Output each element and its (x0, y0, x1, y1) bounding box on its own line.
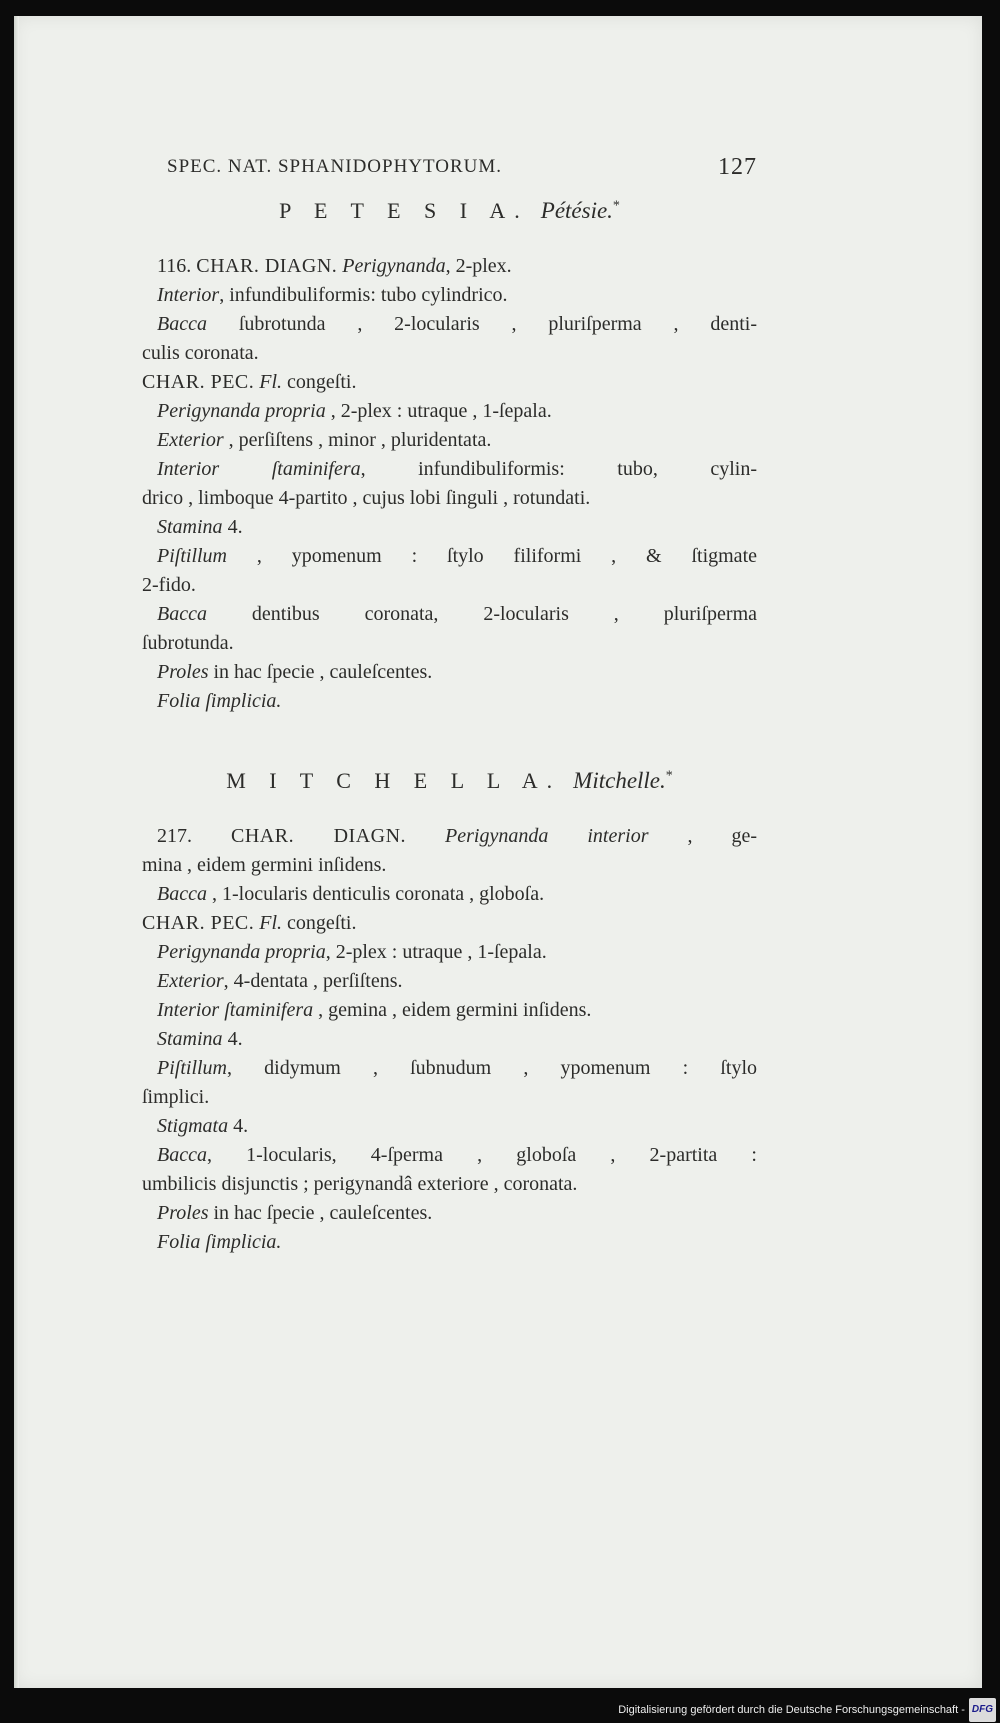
text-line (142, 571, 757, 600)
text-line (142, 996, 757, 1025)
text-run: congeſti. (282, 371, 357, 393)
text-line (142, 455, 757, 484)
text-line (142, 484, 757, 513)
text-run: Interior ſtaminifera (157, 458, 361, 480)
text-run: , didymum , ſubnudum , ypomenum : ſtylo (227, 1057, 757, 1079)
digitization-footer (618, 1699, 996, 1721)
text-line (142, 426, 757, 455)
text-line (142, 938, 757, 967)
text-run: , 2-plex : utraque , 1-ſepala. (325, 941, 547, 963)
text-run: Piſtillum (157, 1057, 227, 1079)
text-run: congeſti. (282, 912, 357, 934)
text-run: drico , limboque 4-partito , cujus lobi ſinguli , rotundati. (142, 487, 591, 509)
text-run: , 2-plex. (445, 255, 512, 277)
genus-heading-mitchella (142, 768, 757, 794)
text-run: Stamina (157, 1028, 223, 1050)
text-line (142, 658, 757, 687)
text-run: , 2-plex : utraque , 1-ſepala. (325, 400, 552, 422)
text-run: in hac ſpecie , cauleſcentes. (208, 1202, 433, 1224)
text-line (142, 339, 757, 368)
text-line (142, 600, 757, 629)
text-line (142, 281, 757, 310)
text-run: Perigynanda propria (157, 941, 326, 963)
text-run: culis coronata. (142, 342, 259, 364)
text-run: Interior ſtaminifera (157, 999, 314, 1021)
text-run: Proles (157, 1202, 209, 1224)
mitchella-description (142, 822, 757, 1257)
text-line (142, 513, 757, 542)
text-line (142, 1112, 757, 1141)
text-line (142, 1141, 757, 1170)
text-run: Perigynanda (342, 255, 446, 277)
text-run: , 1-locularis, 4-ſperma , globoſa , 2-partita : (206, 1144, 757, 1166)
text-run: , infundibuliformis: tubo, cylin- (360, 458, 757, 480)
page-edge (14, 16, 19, 1688)
text-line (142, 851, 757, 880)
running-head (142, 146, 757, 186)
text-run: , ge- (648, 825, 758, 847)
text-run: Folia ſimplicia. (157, 1231, 282, 1253)
text-run: Folia ſimplicia. (157, 690, 282, 712)
text-run: Exterior (157, 429, 224, 451)
text-run: 217. (157, 825, 232, 847)
text-run: 4. (222, 1028, 243, 1050)
text-line (142, 1054, 757, 1083)
text-line (142, 252, 757, 281)
genus-heading-petesia (142, 198, 757, 224)
text-line (142, 368, 757, 397)
text-run: Perigynanda propria (157, 400, 326, 422)
text-run: ſubrotunda , 2-locularis , pluriſperma , denti- (206, 313, 757, 335)
text-run: Bacca (157, 883, 207, 905)
text-run: CHAR. PEC. (142, 371, 255, 393)
page-content (142, 146, 757, 1257)
text-line (142, 1228, 757, 1257)
genus-name: P E T E S I A. (279, 198, 529, 223)
text-line (142, 310, 757, 339)
text-run: CHAR. DIAGN. (196, 255, 338, 277)
text-run: in hac ſpecie , cauleſcentes. (208, 661, 433, 683)
book-page (14, 16, 982, 1688)
footnote-mark: * (665, 768, 673, 784)
text-run: , gemina , eidem germini inſidens. (313, 999, 592, 1021)
dfg-logo: DFG (969, 1698, 996, 1722)
text-run: 116. (157, 255, 197, 277)
footnote-mark: * (612, 198, 620, 214)
text-run: , 4-dentata , perſiſtens. (223, 970, 403, 992)
text-line (142, 1025, 757, 1054)
vernacular-name: Pétésie. (540, 198, 613, 223)
text-run (406, 825, 445, 847)
text-run: umbilicis disjunctis ; perigynandâ exteriore , coronata. (142, 1173, 578, 1195)
text-run: , 1-locularis denticulis coronata , globoſa. (206, 883, 545, 905)
text-line (142, 542, 757, 571)
text-run: Piſtillum (157, 545, 227, 567)
text-run: Fl. (259, 912, 283, 934)
text-run: Bacca (157, 313, 207, 335)
text-run: Interior (157, 284, 220, 306)
text-run: Stamina (157, 516, 223, 538)
text-run: Perigynanda interior (445, 825, 649, 847)
text-run: , ypomenum : ſtylo filiformi , & ſtigmate (227, 545, 757, 567)
text-line (142, 880, 757, 909)
running-head-title: SPEC. NAT. SPHANIDOPHYTORUM. (167, 156, 503, 177)
text-run: Stigmata (157, 1115, 229, 1137)
text-run: dentibus coronata, 2-locularis , pluriſperma (206, 603, 757, 625)
footer-text: Digitalisierung gefördert durch die Deutsche Forschungsgemeinschaft - (618, 1704, 965, 1716)
page-number: 127 (718, 154, 757, 180)
text-run: Exterior (157, 970, 224, 992)
text-run: Fl. (259, 371, 283, 393)
text-run: CHAR. DIAGN. (231, 825, 407, 847)
petesia-description (142, 252, 757, 716)
text-run: Bacca (157, 1144, 207, 1166)
text-run: 2-fido. (142, 574, 196, 596)
text-run: Proles (157, 661, 209, 683)
vernacular-name: Mitchelle. (573, 768, 666, 793)
text-line (142, 1199, 757, 1228)
genus-name: M I T C H E L L A. (226, 768, 562, 793)
text-line (142, 629, 757, 658)
text-run: ſubrotunda. (142, 632, 234, 654)
text-run: mina , eidem germini inſidens. (142, 854, 387, 876)
text-line (142, 822, 757, 851)
section-gap (142, 716, 757, 756)
text-run: CHAR. PEC. (142, 912, 255, 934)
text-run: Bacca (157, 603, 207, 625)
text-run: 4. (222, 516, 243, 538)
text-run: , infundibuliformis: tubo cylindrico. (219, 284, 508, 306)
text-line (142, 687, 757, 716)
text-line (142, 1083, 757, 1112)
text-line (142, 967, 757, 996)
text-run: ſimplici. (142, 1086, 210, 1108)
text-line (142, 1170, 757, 1199)
text-run: 4. (228, 1115, 249, 1137)
text-line (142, 397, 757, 426)
text-line (142, 909, 757, 938)
text-run: , perſiſtens , minor , pluridentata. (223, 429, 492, 451)
